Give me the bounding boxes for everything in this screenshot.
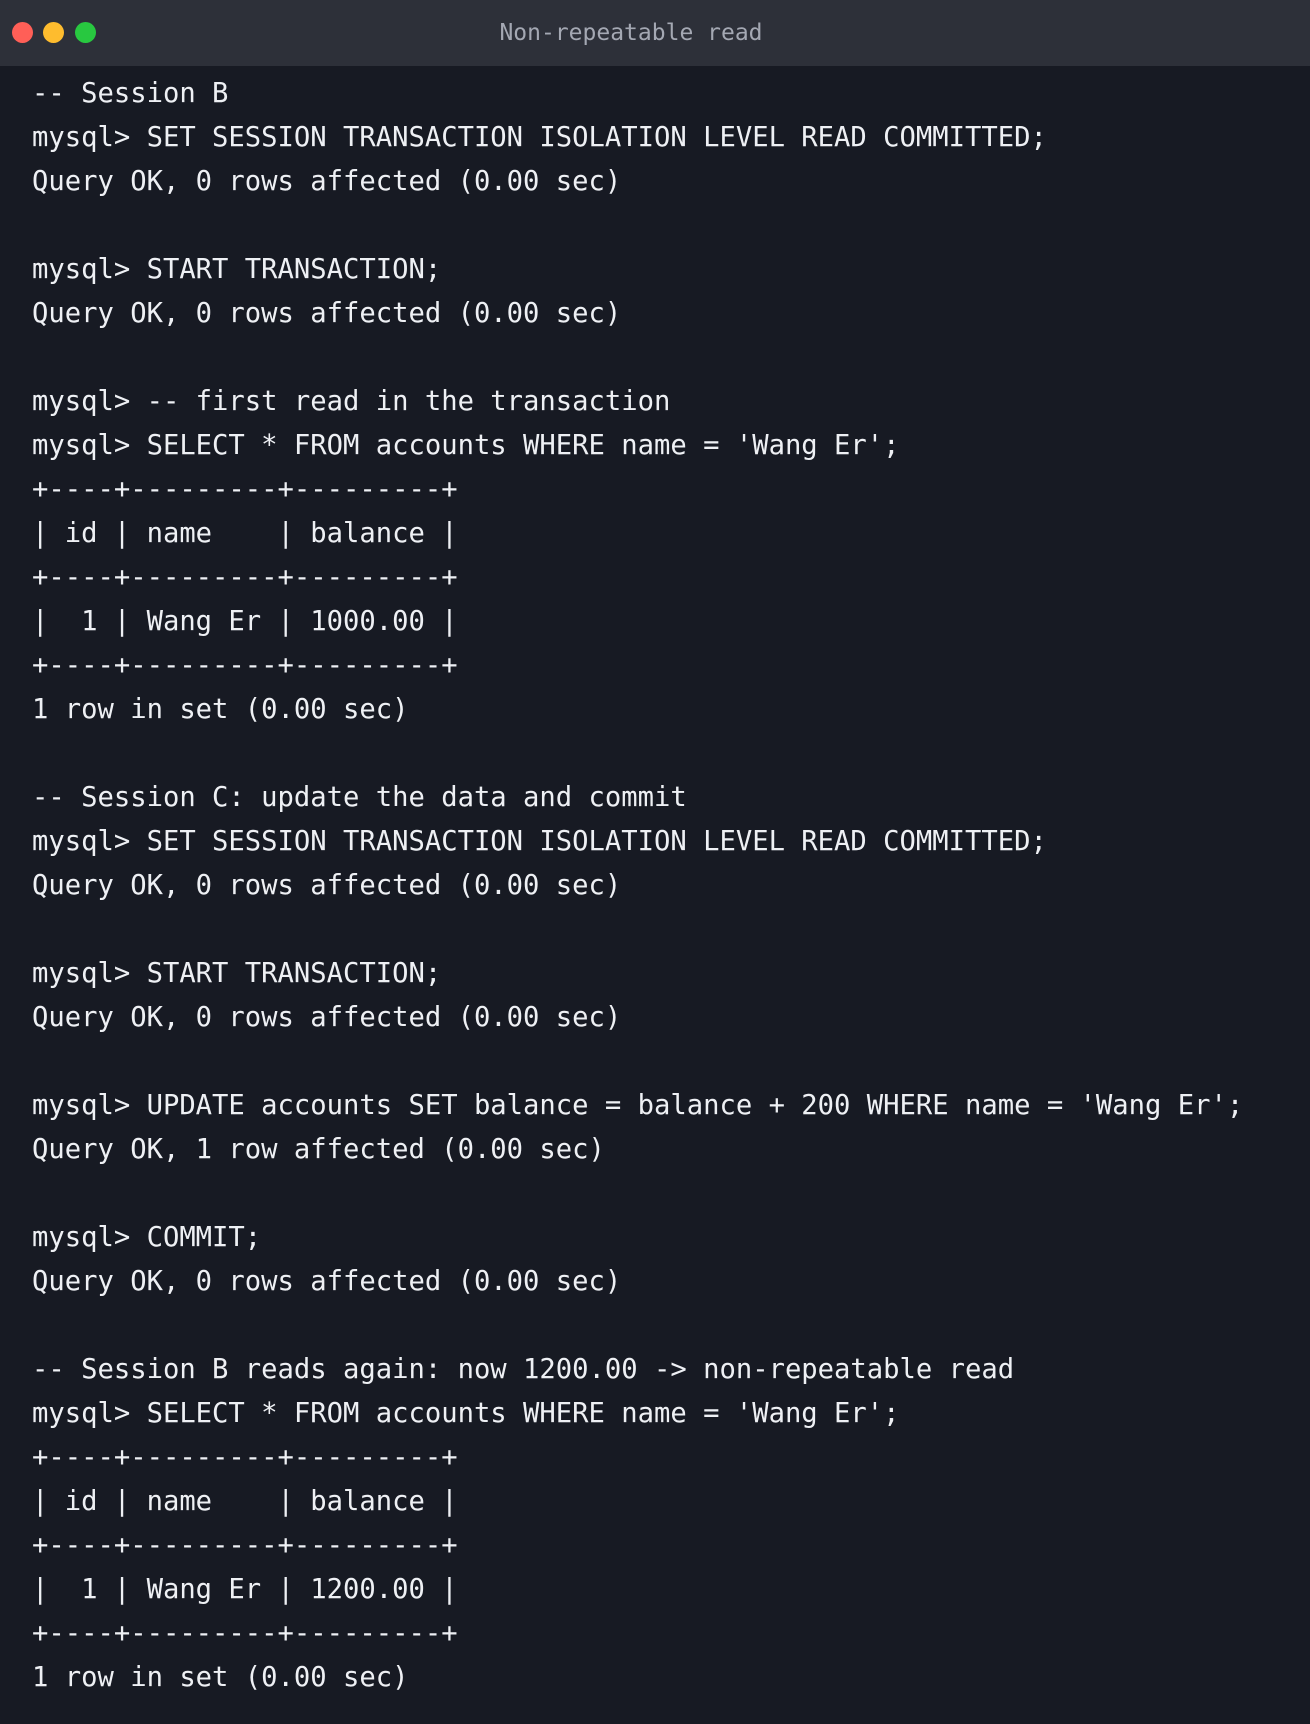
terminal-line: +----+---------+---------+ [32,1442,458,1473]
terminal-line: | 1 | Wang Er | 1000.00 | [32,606,458,637]
terminal-line: mysql> COMMIT; [32,1222,262,1253]
terminal-line: +----+---------+---------+ [32,650,458,681]
terminal-line: -- Session B reads again: now 1200.00 -> non-repeatable read [32,1354,1015,1385]
terminal-line: mysql> START TRANSACTION; [32,958,442,989]
terminal-line: +----+---------+---------+ [32,1530,458,1561]
terminal-line: 1 row in set (0.00 sec) [32,1662,409,1693]
terminal-line: Query OK, 0 rows affected (0.00 sec) [32,166,622,197]
terminal-line: mysql> SET SESSION TRANSACTION ISOLATION LEVEL READ COMMITTED; [32,826,1047,857]
terminal-line: -- Session C: update the data and commit [32,782,687,813]
terminal-line: Query OK, 0 rows affected (0.00 sec) [32,1002,622,1033]
title-bar[interactable] [0,0,1310,66]
terminal-line: mysql> START TRANSACTION; [32,254,442,285]
terminal-line: mysql> SELECT * FROM accounts WHERE name = 'Wang Er'; [32,1398,900,1429]
terminal-line: mysql> UPDATE accounts SET balance = balance + 200 WHERE name = 'Wang Er'; [32,1090,1244,1121]
terminal-line: 1 row in set (0.00 sec) [32,694,409,725]
terminal-line [32,336,1310,380]
terminal-line [32,204,1310,248]
terminal-line: Query OK, 0 rows affected (0.00 sec) [32,298,622,329]
terminal-line: mysql> -- first read in the transaction [32,386,671,417]
terminal-line: | id | name | balance | [32,518,458,549]
terminal-line: Query OK, 1 row affected (0.00 sec) [32,1134,605,1165]
terminal-line: Query OK, 0 rows affected (0.00 sec) [32,870,622,901]
terminal-line [32,1040,1310,1084]
terminal-line: +----+---------+---------+ [32,1618,458,1649]
terminal-line: +----+---------+---------+ [32,562,458,593]
terminal-line [32,732,1310,776]
terminal-line [32,908,1310,952]
terminal-line: | 1 | Wang Er | 1200.00 | [32,1574,458,1605]
window-title: Non-repeatable read [499,20,763,46]
terminal-line [32,1304,1310,1348]
terminal-line: mysql> SET SESSION TRANSACTION ISOLATION LEVEL READ COMMITTED; [32,122,1047,153]
terminal-line: +----+---------+---------+ [32,474,458,505]
terminal-line: mysql> SELECT * FROM accounts WHERE name = 'Wang Er'; [32,430,900,461]
terminal-line: Query OK, 0 rows affected (0.00 sec) [32,1266,622,1297]
terminal-line [32,1172,1310,1216]
terminal-output[interactable] [32,72,1310,1700]
terminal-line: -- Session B [32,78,229,109]
terminal-line: | id | name | balance | [32,1486,458,1517]
